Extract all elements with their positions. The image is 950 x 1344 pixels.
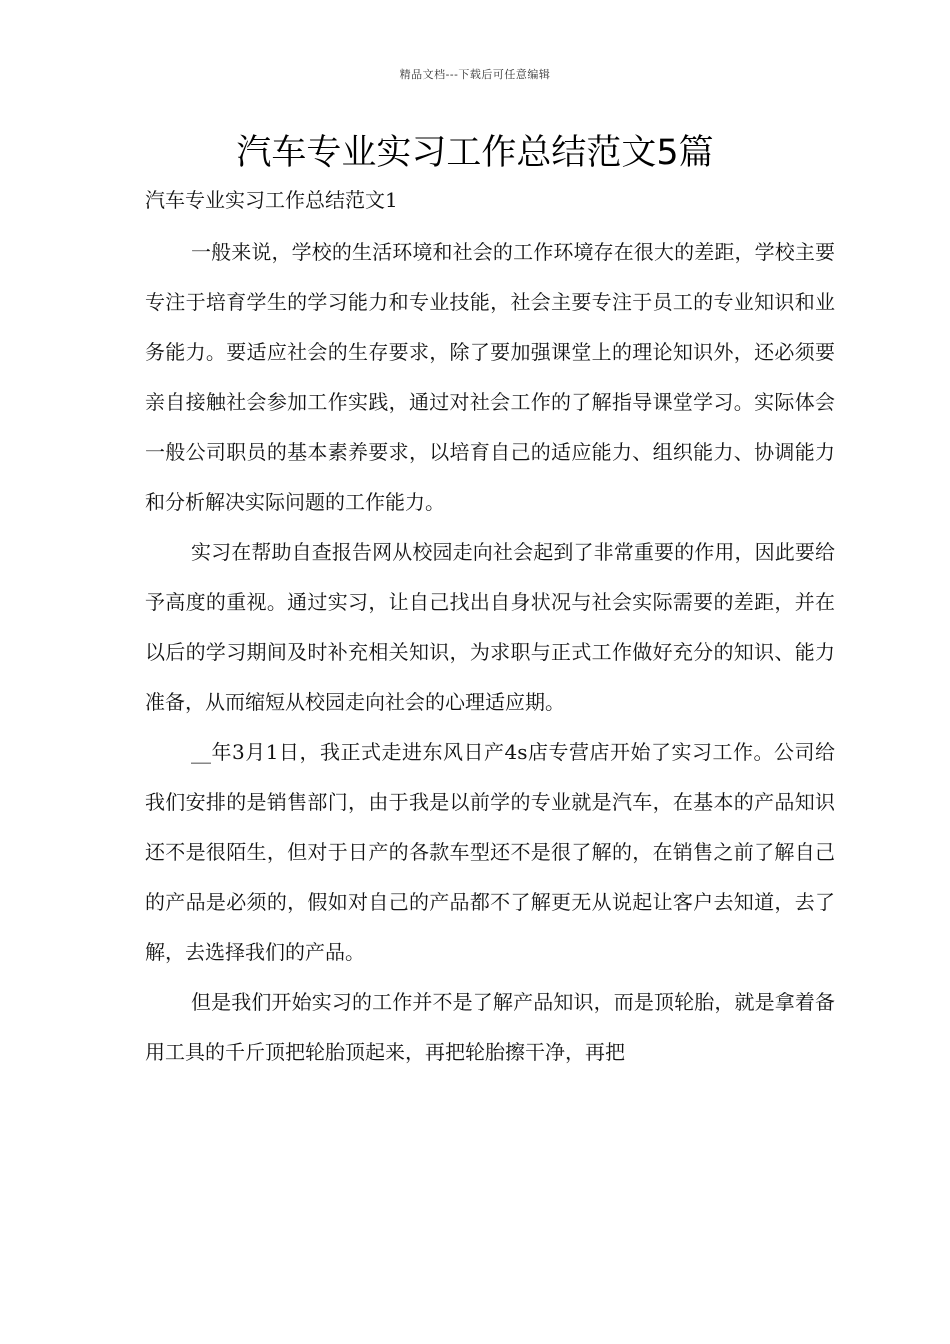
paragraph: __年3月1日，我正式走进东风日产4s店专营店开始了实习工作。公司给我们安排的是销售部门，由于我是以前学的专业就是汽车，在基本的产品知识还不是很陌生，但对于日产的各款车型还不是很了解的，在销售之前了解自己的产品是必须的，假如对自己的产品都不了解更无从说起让客户去知道，去了解，去选择我们的产品。 — [145, 740, 835, 964]
section-subtitle: 汽车专业实习工作总结范文1 — [145, 188, 398, 212]
paragraph: 实习在帮助自查报告网从校园走向社会起到了非常重要的作用，因此要给予高度的重视。通过实习，让自己找出自身状况与社会实际需要的差距，并在以后的学习期间及时补充相关知识，为求职与正式工作做好充分的知识、能力准备，从而缩短从校园走向社会的心理适应期。 — [145, 540, 835, 714]
header-note: 精品文档---下载后可任意编辑 — [399, 68, 551, 81]
paragraph: 但是我们开始实习的工作并不是了解产品知识，而是顶轮胎，就是拿着备用工具的千斤顶把轮胎顶起来，再把轮胎擦干净，再把 — [145, 990, 835, 1064]
document-body — [145, 227, 835, 1077]
paragraph: 一般来说，学校的生活环境和社会的工作环境存在很大的差距，学校主要专注于培育学生的学习能力和专业技能，社会主要专注于员工的专业知识和业务能力。要适应社会的生存要求，除了要加强课堂上的理论知识外，还必须要亲自接触社会参加工作实践，通过对社会工作的了解指导课堂学习。实际体会一般公司职员的基本素养要求，以培育自己的适应能力、组织能力、协调能力和分析解决实际问题的工作能力。 — [145, 240, 835, 514]
document-title: 汽车专业实习工作总结范文5篇 — [236, 133, 714, 173]
